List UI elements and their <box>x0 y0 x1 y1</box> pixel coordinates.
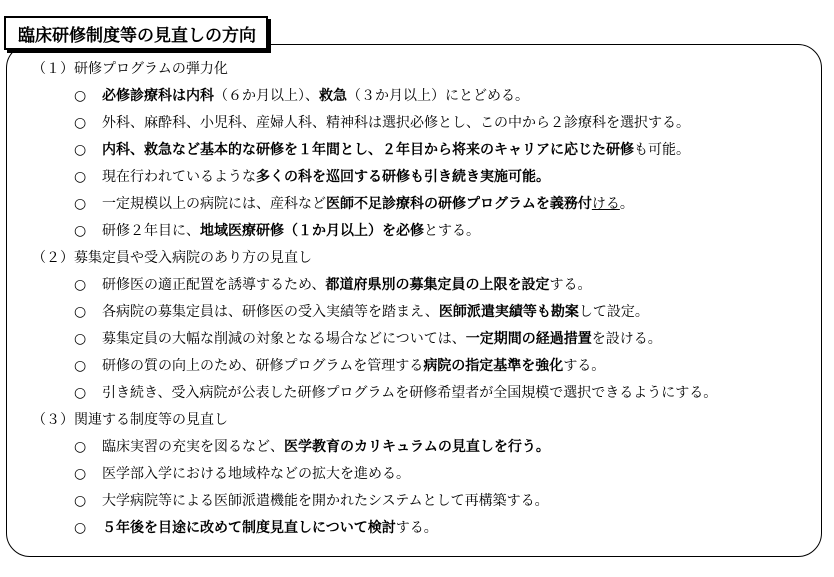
circle-bullet-icon: ○ <box>74 115 87 131</box>
emphasized-text: 医師派遣実績等も勘案 <box>438 304 579 320</box>
circle-bullet-icon: ○ <box>74 304 87 320</box>
list-item <box>32 353 822 380</box>
text-run: する <box>395 520 424 536</box>
list-item <box>32 434 822 461</box>
text-run: する。 <box>549 277 592 293</box>
text-run: 外科、麻酔科、小児科、産婦人科、精神科は選択必修とし、この中から２診療科を選択する。 <box>102 115 690 131</box>
list-item <box>32 218 822 245</box>
circle-bullet-icon: ○ <box>74 358 87 374</box>
list-item-text <box>102 196 634 212</box>
text-run: （６か月以上）、 <box>214 88 319 104</box>
text-run: 各病院の募集定員は、研修医の受入実績等を踏まえ、 <box>102 304 439 320</box>
list-item <box>32 272 822 299</box>
list-item-text <box>102 277 591 293</box>
text-run: する。 <box>563 358 606 374</box>
text-run: （３か月以上）にとどめる。 <box>347 88 529 104</box>
emphasized-text: 内科、救急など基本的な研修を１年間とし、２年目から将来のキャリアに応じた研修 <box>102 142 634 158</box>
text-run: とする。 <box>424 223 480 239</box>
section-heading: （２）募集定員や受入病院のあり方の見直し <box>32 250 312 266</box>
emphasized-text: 病院の指定基準を強化 <box>423 358 564 374</box>
list-item-text <box>102 520 438 536</box>
list-item-text <box>102 115 690 131</box>
outline-list <box>32 56 822 542</box>
text-run: を設ける。 <box>591 331 662 347</box>
text-run: 現在行われているような <box>102 169 256 185</box>
list-item-text <box>102 142 690 158</box>
text-run: ける <box>591 196 620 212</box>
list-item-text <box>102 331 662 347</box>
list-item <box>32 380 822 407</box>
section-heading: （３）関連する制度等の見直し <box>32 412 228 428</box>
list-item <box>32 110 822 137</box>
text-run: 引き続き、受入病院が公表した研修プログラムを研修希望者が全国規模で選択できるようにする。 <box>102 385 718 401</box>
list-item <box>32 299 822 326</box>
text-run: 。 <box>619 196 634 212</box>
emphasized-text: 医学教育のカリキュラムの見直しを行う。 <box>284 439 550 455</box>
text-run: 研修の質の向上のため、研修プログラムを管理する <box>102 358 424 374</box>
list-item <box>32 191 822 218</box>
text-run: も可能。 <box>634 142 690 158</box>
list-item-text <box>102 223 480 239</box>
circle-bullet-icon: ○ <box>74 520 87 536</box>
text-run: 臨床実習の充実を図るなど、 <box>102 439 284 455</box>
list-item <box>32 461 822 488</box>
circle-bullet-icon: ○ <box>74 277 87 293</box>
list-item <box>32 488 822 515</box>
emphasized-text: 医師不足診療科の研修プログラムを義務付 <box>326 196 592 212</box>
list-item-text <box>102 439 550 455</box>
list-item-text <box>102 88 529 104</box>
text-run: 募集定員の大幅な削減の対象となる場合などについては、 <box>102 331 466 347</box>
list-item-text <box>102 304 649 320</box>
text-run: 研修医の適正配置を誘導するため、 <box>102 277 326 293</box>
circle-bullet-icon: ○ <box>74 142 87 158</box>
circle-bullet-icon: ○ <box>74 439 87 455</box>
circle-bullet-icon: ○ <box>74 385 87 401</box>
emphasized-text: 一定期間の経過措置 <box>465 331 592 347</box>
list-item <box>32 164 822 191</box>
section-heading: （１）研修プログラムの弾力化 <box>32 61 228 77</box>
text-run: 医学部入学における地域枠などの拡大を進める。 <box>102 466 410 482</box>
circle-bullet-icon: ○ <box>74 196 87 212</box>
emphasized-text: 必修診療科は内科 <box>102 88 214 104</box>
list-item <box>32 83 822 110</box>
text-run: 大学病院等による医師派遣機能を開かれたシステムとして再構築する。 <box>102 493 549 509</box>
list-item <box>32 515 822 542</box>
text-run: 研修２年目に、 <box>102 223 200 239</box>
list-item <box>32 326 822 353</box>
list-item <box>32 137 822 164</box>
circle-bullet-icon: ○ <box>74 466 87 482</box>
emphasized-text: ５年後を目途に改めて制度見直しについて検討 <box>102 520 396 536</box>
list-item-text <box>102 358 605 374</box>
emphasized-text: 多くの科を巡回する研修も引き続き実施可能。 <box>256 169 550 185</box>
list-item-text <box>102 169 550 185</box>
circle-bullet-icon: ○ <box>74 493 87 509</box>
text-run: 一定規模以上の病院には、産科など <box>102 196 326 212</box>
text-run: して設定。 <box>578 304 649 320</box>
circle-bullet-icon: ○ <box>74 331 87 347</box>
circle-bullet-icon: ○ <box>74 223 87 239</box>
page-title: 臨床研修制度等の見直しの方向 <box>4 16 268 50</box>
circle-bullet-icon: ○ <box>74 169 87 185</box>
circle-bullet-icon: ○ <box>74 88 87 104</box>
emphasized-text: 地域医療研修（１か月以上）を必修 <box>200 223 424 239</box>
emphasized-text: 救急 <box>319 88 347 104</box>
text-run: 。 <box>423 520 438 536</box>
list-item-text <box>102 493 549 509</box>
emphasized-text: 都道府県別の募集定員の上限を設定 <box>325 277 550 293</box>
list-item-text <box>102 466 410 482</box>
list-item-text <box>102 385 717 401</box>
